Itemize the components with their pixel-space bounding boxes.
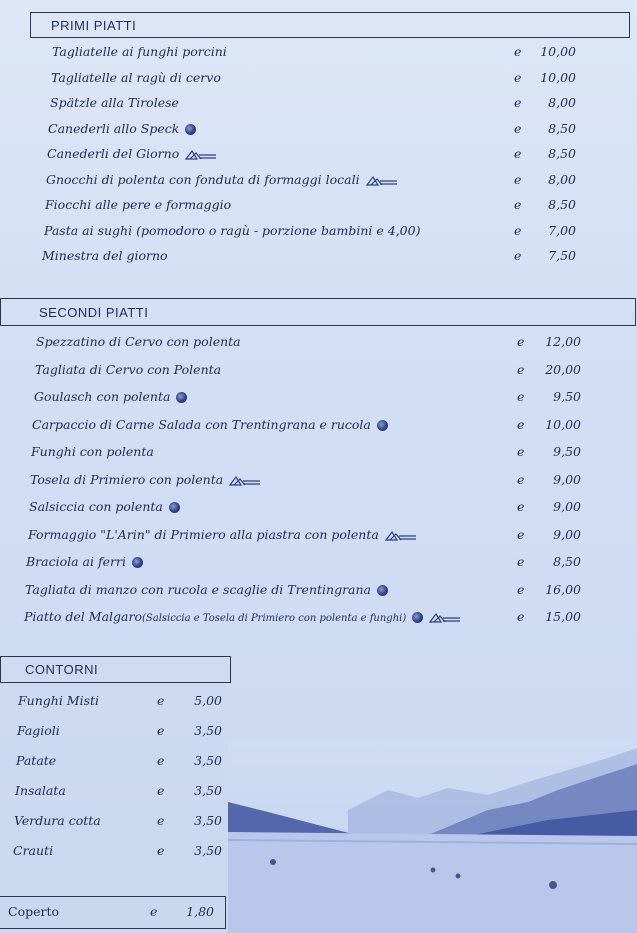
secondi-item-currency: e — [517, 581, 525, 597]
coperto-box — [0, 896, 226, 929]
blue-dot-icon — [377, 420, 388, 431]
secondi-item-price: 9,50 — [553, 389, 581, 404]
coperto-label: Coperto — [8, 904, 60, 919]
secondi-item — [34, 389, 187, 404]
contorni-item-name: Funghi Misti — [18, 693, 100, 708]
contorni-item-currency: e — [157, 723, 165, 738]
secondi-item-name: Piatto del Malgaro — [24, 609, 142, 624]
primi-item-price: 10,00 — [540, 69, 576, 85]
primi-item-price: 8,50 — [548, 197, 576, 212]
primi-item-currency: e — [514, 44, 522, 59]
mountain-logo-icon — [429, 612, 461, 623]
contorni-item — [16, 753, 56, 768]
primi-item-name: Pasta ai sughi (pomodoro o ragù - porzione bambini e 4,00) — [44, 222, 421, 238]
contorni-item-name: Insalata — [15, 783, 66, 798]
secondi-item-currency: e — [517, 471, 525, 487]
contorni-item-price: 3,50 — [194, 843, 222, 858]
secondi-item — [26, 554, 143, 569]
secondi-title: SECONDI PIATTI — [39, 304, 149, 320]
secondi-item-price: 12,00 — [545, 334, 581, 349]
primi-item-name: Tagliatelle al ragù di cervo — [51, 69, 221, 85]
mountain-logo-icon — [185, 149, 217, 160]
contorni-item — [17, 723, 60, 738]
primi-item-price: 8,50 — [548, 146, 576, 161]
secondi-item-name: Spezzatino di Cervo con polenta — [36, 334, 241, 349]
blue-dot-icon — [176, 392, 187, 403]
secondi-item — [32, 417, 388, 432]
contorni-title: CONTORNI — [25, 662, 99, 677]
primi-item-name: Spätzle alla Tirolese — [50, 95, 179, 110]
primi-item-currency: e — [514, 171, 522, 187]
secondi-item-name: Salsiccia con polenta — [29, 499, 163, 514]
secondi-item-name: Formaggio "L'Arin" di Primiero alla piastra con polenta — [28, 526, 379, 542]
secondi-item-currency: e — [517, 416, 525, 432]
primi-item — [46, 172, 398, 187]
coperto-price: 1,80 — [186, 904, 214, 919]
secondi-item-name: Funghi con polenta — [31, 444, 154, 459]
primi-item-currency: e — [514, 69, 522, 85]
secondi-item-price: 9,50 — [553, 444, 581, 459]
secondi-item-name: Carpaccio di Carne Salada con Trentingrana e rucola — [32, 416, 371, 432]
primi-item-price: 7,00 — [548, 222, 576, 238]
primi-item-currency: e — [514, 222, 522, 238]
primi-item-name: Gnocchi di polenta con fonduta di formaggi locali — [46, 171, 360, 187]
secondi-item-price: 9,00 — [553, 471, 581, 487]
secondi-item-price: 16,00 — [545, 581, 581, 597]
mountain-logo-icon — [385, 530, 417, 541]
contorni-header — [0, 656, 231, 683]
secondi-item — [28, 527, 417, 542]
mountain-logo-icon — [366, 175, 398, 186]
secondi-item-name: Goulasch con polenta — [34, 389, 171, 404]
secondi-item-currency: e — [517, 554, 525, 569]
secondi-item-name: Tagliata di manzo con rucola e scaglie di Trentingrana — [25, 581, 372, 597]
primi-item-name: Canederli del Giorno — [47, 146, 180, 161]
primi-header — [30, 12, 630, 38]
coperto-currency: e — [150, 904, 158, 919]
secondi-item-currency: e — [517, 334, 525, 349]
blue-dot-icon — [412, 612, 423, 623]
primi-item — [52, 44, 227, 59]
contorni-item-currency: e — [157, 843, 165, 858]
primi-item-price: 10,00 — [540, 44, 576, 59]
secondi-item-currency: e — [517, 361, 525, 377]
contorni-item — [15, 783, 66, 798]
secondi-item-price: 9,00 — [553, 499, 581, 514]
contorni-item-currency: e — [157, 693, 165, 708]
primi-item-name: Minestra del giorno — [42, 248, 168, 263]
primi-item — [51, 70, 221, 85]
secondi-item-name: Braciola ai ferri — [26, 554, 126, 569]
primi-item-name: Tagliatelle ai funghi porcini — [52, 44, 227, 59]
primi-item-price: 8,00 — [548, 95, 576, 110]
secondi-item-currency: e — [517, 389, 525, 404]
contorni-item-price: 5,00 — [194, 693, 222, 708]
primi-item-currency: e — [514, 95, 522, 110]
secondi-item — [24, 609, 461, 624]
contorni-item-name: Fagioli — [17, 723, 60, 738]
secondi-item — [35, 362, 221, 377]
secondi-item — [25, 582, 388, 597]
contorni-item-price: 3,50 — [194, 753, 222, 768]
contorni-item-name: Patate — [16, 753, 57, 768]
primi-item — [50, 95, 179, 110]
secondi-item-currency: e — [517, 526, 525, 542]
primi-item-currency: e — [514, 120, 522, 136]
contorni-item-currency: e — [157, 783, 165, 798]
secondi-item-name: Tagliata di Cervo con Polenta — [35, 361, 222, 377]
secondi-item — [31, 444, 154, 459]
secondi-item — [30, 472, 261, 487]
primi-item — [42, 248, 168, 263]
primi-item-price: 8,50 — [548, 120, 576, 136]
primi-item-currency: e — [514, 146, 522, 161]
blue-dot-icon — [132, 557, 143, 568]
contorni-item-name: Verdura cotta — [14, 813, 101, 828]
secondi-item-note: (Salsiccia e Tosela di Primiero con polenta e funghi) — [141, 613, 407, 624]
contorni-item-price: 3,50 — [194, 813, 222, 828]
primi-item-currency: e — [514, 248, 522, 263]
contorni-item — [13, 843, 53, 858]
primi-item — [45, 197, 231, 212]
secondi-item-currency: e — [517, 609, 525, 624]
mountain-logo-icon — [229, 475, 261, 486]
contorni-item-price: 3,50 — [194, 783, 222, 798]
secondi-item-price: 20,00 — [545, 361, 581, 377]
blue-dot-icon — [185, 124, 196, 135]
secondi-item-currency: e — [517, 499, 525, 514]
primi-title: PRIMI PIATTI — [51, 17, 137, 33]
secondi-item-price: 9,00 — [553, 526, 581, 542]
contorni-item-currency: e — [157, 753, 165, 768]
contorni-item-name: Crauti — [13, 843, 54, 858]
mountain-landscape-illustration — [228, 740, 637, 933]
contorni-item-currency: e — [157, 813, 165, 828]
secondi-item-price: 10,00 — [545, 416, 581, 432]
secondi-item-price: 8,50 — [553, 554, 581, 569]
primi-item-currency: e — [514, 197, 522, 212]
secondi-item — [36, 334, 241, 349]
blue-dot-icon — [377, 585, 388, 596]
contorni-item — [14, 813, 101, 828]
secondi-item-currency: e — [517, 444, 525, 459]
secondi-item-name: Tosela di Primiero con polenta — [30, 471, 224, 487]
primi-item — [48, 121, 196, 136]
contorni-item-price: 3,50 — [194, 723, 222, 738]
primi-item — [47, 146, 217, 161]
primi-item — [44, 223, 420, 238]
primi-item-name: Canederli allo Speck — [48, 120, 180, 136]
primi-item-price: 7,50 — [548, 248, 576, 263]
primi-item-price: 8,00 — [548, 171, 576, 187]
secondi-item-price: 15,00 — [545, 609, 581, 624]
contorni-item — [18, 693, 99, 708]
primi-item-name: Fiocchi alle pere e formaggio — [45, 197, 232, 212]
secondi-item — [29, 499, 180, 514]
blue-dot-icon — [169, 502, 180, 513]
secondi-header — [0, 298, 636, 326]
